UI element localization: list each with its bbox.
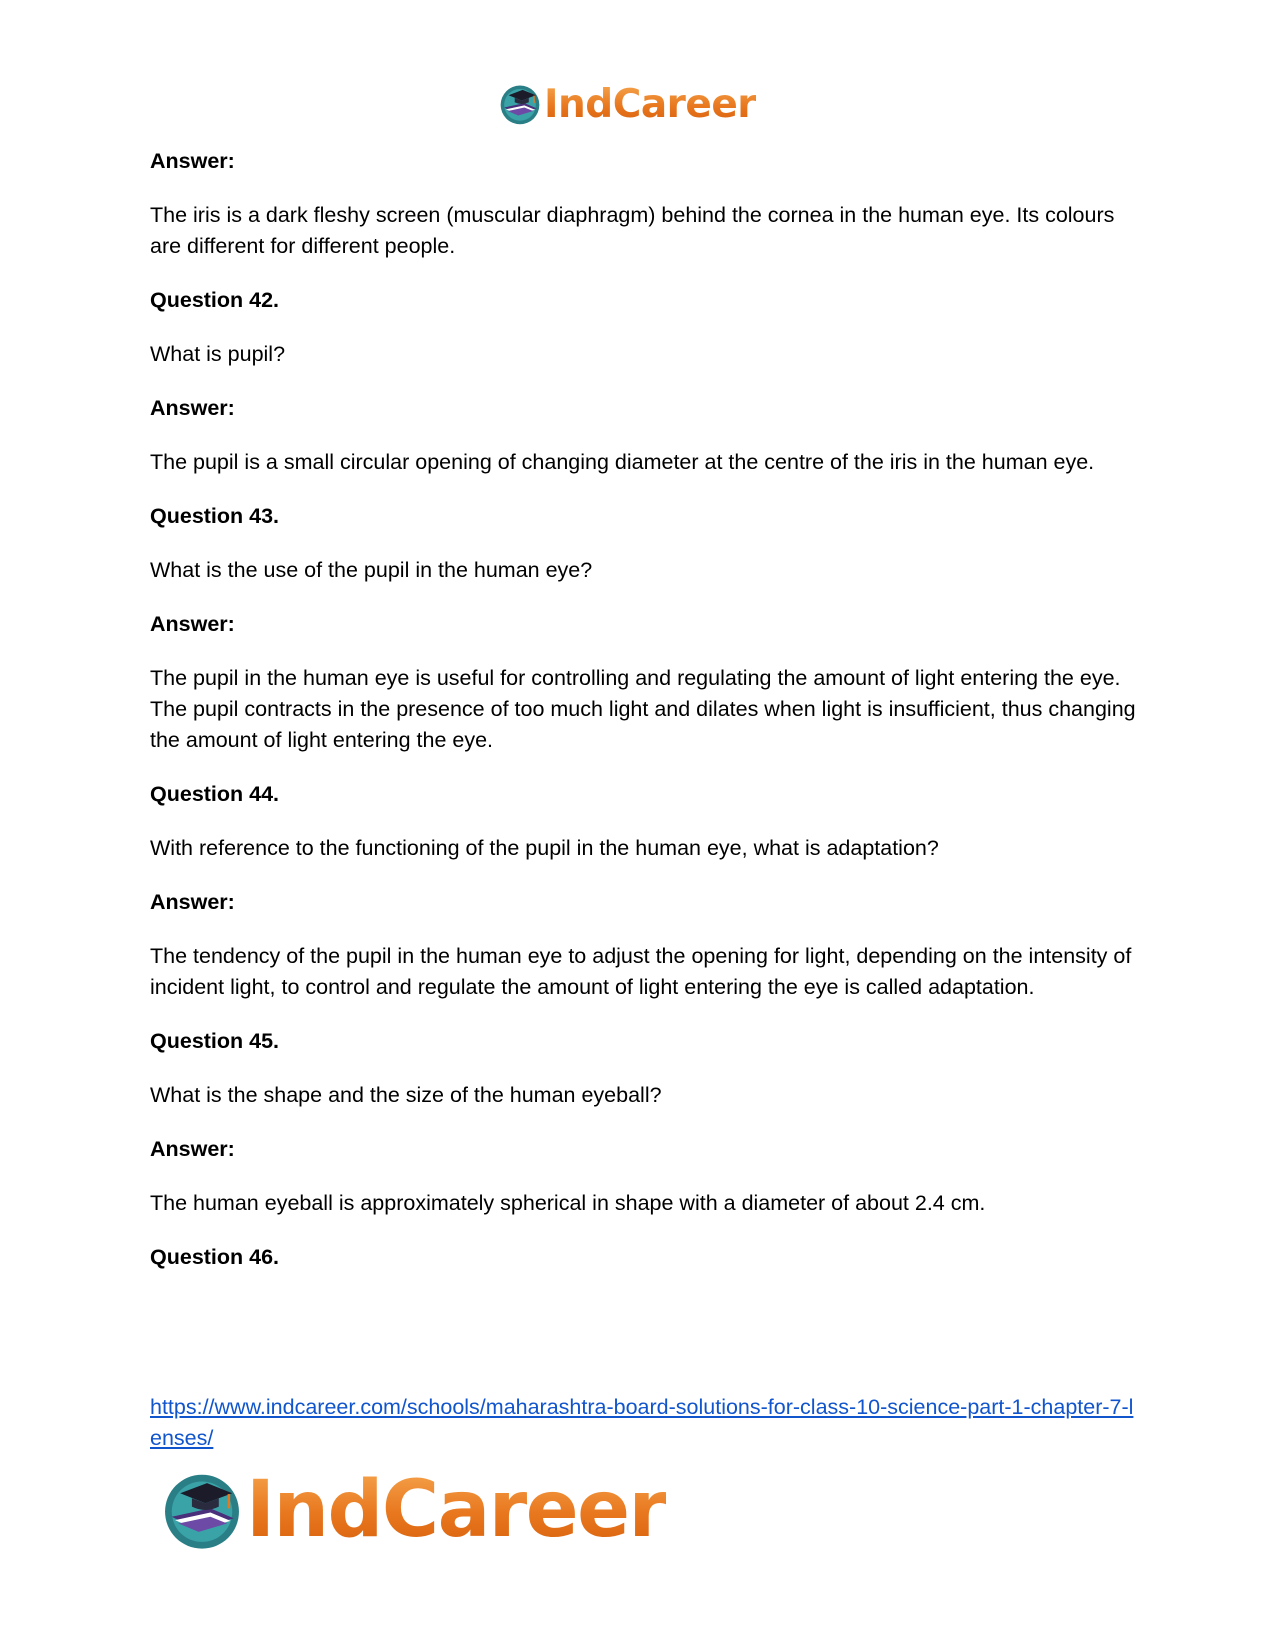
paragraph: The tendency of the pupil in the human eye to adjust the opening for light, depending on the intensity of incident light, to control and regulate the amount of light entering the eye is called adaptation. xyxy=(150,944,1132,999)
section-label: Question 44. xyxy=(150,782,280,806)
graduation-book-globe-icon xyxy=(498,82,542,126)
section-label: Answer: xyxy=(150,396,235,420)
header-logo[interactable] xyxy=(498,80,756,128)
document-body xyxy=(150,146,1140,1296)
section-label: Answer: xyxy=(150,890,235,914)
footer-logo-text: IndCareer xyxy=(246,1465,666,1555)
header-logo-text: IndCareer xyxy=(544,81,756,127)
paragraph: What is pupil? xyxy=(150,342,286,366)
paragraph: What is the shape and the size of the human eyeball? xyxy=(150,1083,662,1107)
section-label: Answer: xyxy=(150,1137,235,1161)
section-label: Question 42. xyxy=(150,288,280,312)
graduation-book-globe-icon xyxy=(160,1468,244,1552)
source-url-link[interactable]: https://www.indcareer.com/schools/maharashtra-board-solutions-for-class-10-science-part-1-chapter-7-lenses/ xyxy=(150,1395,1134,1450)
section-label: Question 46. xyxy=(150,1245,280,1269)
paragraph: The pupil is a small circular opening of changing diameter at the centre of the iris in the human eye. xyxy=(150,450,1095,474)
section-label: Question 43. xyxy=(150,504,280,528)
section-label: Question 45. xyxy=(150,1029,280,1053)
footer-logo[interactable] xyxy=(160,1465,666,1555)
paragraph: The pupil in the human eye is useful for controlling and regulating the amount of light entering the eye. The pupil contracts in the presence of too much light and dilates when light is insufficient, thus changing the amount of light entering the eye. xyxy=(150,666,1136,752)
paragraph: What is the use of the pupil in the human eye? xyxy=(150,558,593,582)
footer-link-container xyxy=(150,1392,1140,1454)
section-label: Answer: xyxy=(150,149,235,173)
paragraph: With reference to the functioning of the pupil in the human eye, what is adaptation? xyxy=(150,836,939,860)
paragraph: The iris is a dark fleshy screen (muscular diaphragm) behind the cornea in the human eye. Its colours are different for different people. xyxy=(150,203,1115,258)
paragraph: The human eyeball is approximately spherical in shape with a diameter of about 2.4 cm. xyxy=(150,1191,986,1215)
section-label: Answer: xyxy=(150,612,235,636)
